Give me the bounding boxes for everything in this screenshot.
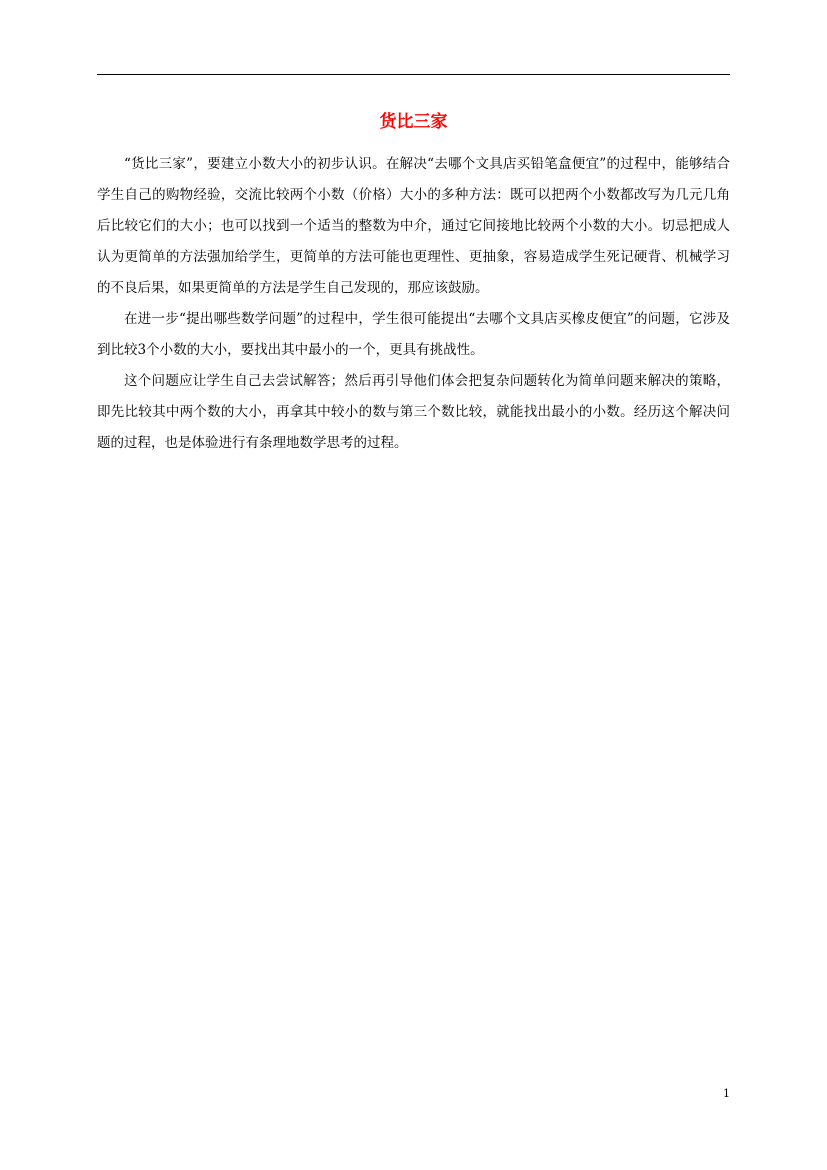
page-number: 1 (723, 1087, 730, 1100)
paragraph-1: “货比三家”，要建立小数大小的初步认识。在解决“去哪个文具店买铅笔盒便宜”的过程中，能够结合学生自己的购物经验，交流比较两个小数（价格）大小的多种方法：既可以把两个小数都改写为几元几角后比较它们的大小；也可以找到一个适当的整数为中介，通过它间接地比较两个小数的大小。切忌把成人认为更简单的方法强加给学生，更简单的方法可能也更理性、更抽象，容易造成学生死记硬背、机械学习的不良后果，如果更简单的方法是学生自己发现的，那应该鼓励。 (97, 156, 730, 296)
document-title: 货比三家 (379, 112, 448, 132)
header-rule (97, 74, 730, 75)
document-body (97, 149, 730, 459)
paragraph-3: 这个问题应让学生自己去尝试解答；然后再引导他们体会把复杂问题转化为简单问题来解决的策略，即先比较其中两个数的大小，再拿其中较小的数与第三个数比较，就能找出最小的小数。经历这个解决问题的过程，也是体验进行有条理地数学思考的过程。 (97, 373, 730, 451)
paragraph-2: 在进一步“提出哪些数学问题”的过程中，学生很可能提出“去哪个文具店买橡皮便宜”的问题，它涉及到比较3个小数的大小，要找出其中最小的一个，更具有挑战性。 (97, 311, 730, 358)
